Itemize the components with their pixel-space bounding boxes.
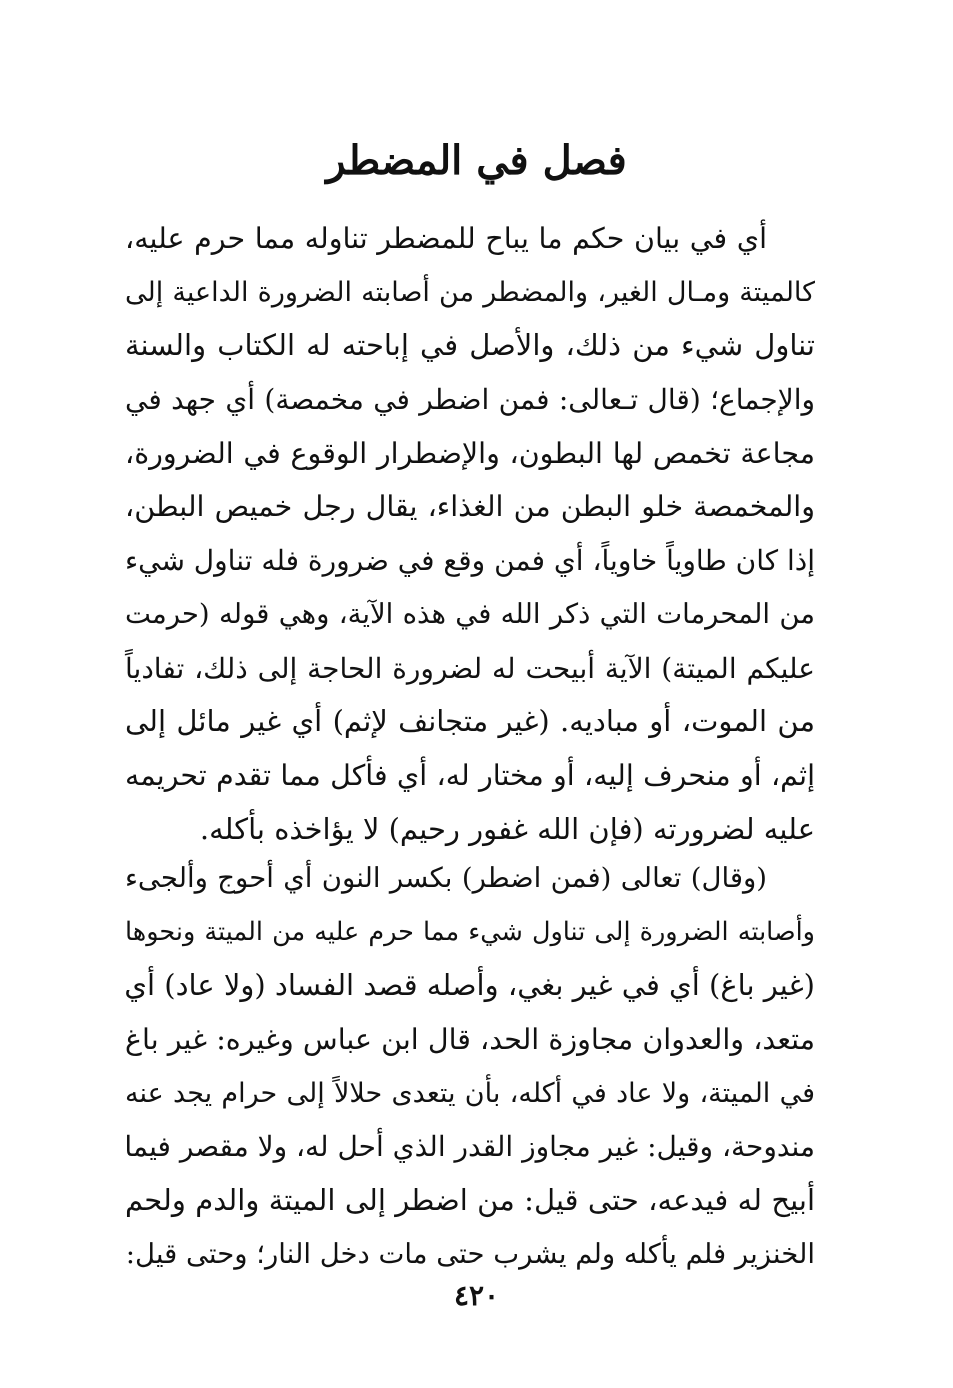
- page-number: ٤٢٠: [453, 1279, 500, 1312]
- section-title: فصل في المضطر: [326, 137, 627, 184]
- text-line: (غير باغ) أي في غير بغي، وأصله قصد الفساد (ولا عاد) أي: [124, 968, 815, 1003]
- text-line: متعد، والعدوان مجاوزة الحد، قال ابن عباس وغيره: غير باغ: [125, 1023, 815, 1057]
- text-line: إذا كان طاوياً خاوياً، أي فمن وقع في ضرورة فله تناول شيء: [124, 544, 815, 578]
- text-line: في الميتة، ولا عاد في أكله، بأن يتعدى حلالاً إلى حرام يجد عنه: [125, 1077, 815, 1109]
- text-line: إثم، أو منحرف إليه، أو مختار له، أي فأكل مما تقدم تحريمه: [125, 758, 815, 792]
- text-line: والإجماع؛ (قال تـعالى: فمن اضطر في مخمصة) أي جهد في: [125, 383, 815, 417]
- text-line: أي في بيان حكم ما يباح للمضطر تناوله مما حرم عليه،: [125, 222, 767, 255]
- text-line: مندوحة، وقيل: غير مجاوز القدر الذي أحل له، ولا مقصر فيما: [124, 1130, 815, 1164]
- text-line: عليه لضرورته (فإن الله غفور رحيم) لا يؤاخذه بأكله.: [199, 811, 815, 846]
- text-line: أبيح له فيدعه، حتى قيل: من اضطر إلى الميتة والدم ولحم: [125, 1183, 815, 1218]
- text-line: مجاعة تخمص لها البطون، والإضطرار الوقوع في الضرورة،: [125, 436, 815, 470]
- text-line: والمخمصة خلو البطن من الغذاء، يقال رجل خميص البطن،: [125, 490, 815, 524]
- text-line: تناول شيء من ذلك، والأصل في إباحته له الكتاب والسنة: [125, 328, 815, 363]
- text-line: كالميتة ومـال الغير، والمضطر من أصابته الضرورة الداعية إلى: [125, 276, 815, 308]
- text-line: عليكم الميتة) الآية أبيحت له لضرورة الحاجة إلى ذلك، تفادياً: [125, 651, 815, 685]
- text-line: وأصابته الضرورة إلى تناول شيء مما حرم عليه من الميتة ونحوها: [125, 916, 815, 947]
- paragraph-1: [125, 212, 815, 856]
- paragraph-2: [125, 852, 815, 1282]
- text-line: (وقال) تعالى (فمن اضطر) بكسر النون أي أحوج وألجىء: [125, 862, 767, 894]
- text-line: من الموت، أو مباديه. (غير متجانف لإثم) أي غير مائل إلى: [125, 704, 815, 739]
- text-line: الخنزير فلم يأكله ولم يشرب حتى مات دخل النار؛ وحتى قيل:: [125, 1237, 815, 1270]
- text-line: من المحرمات التي ذكر الله في هذه الآية، وهي قوله (حرمت: [125, 597, 815, 630]
